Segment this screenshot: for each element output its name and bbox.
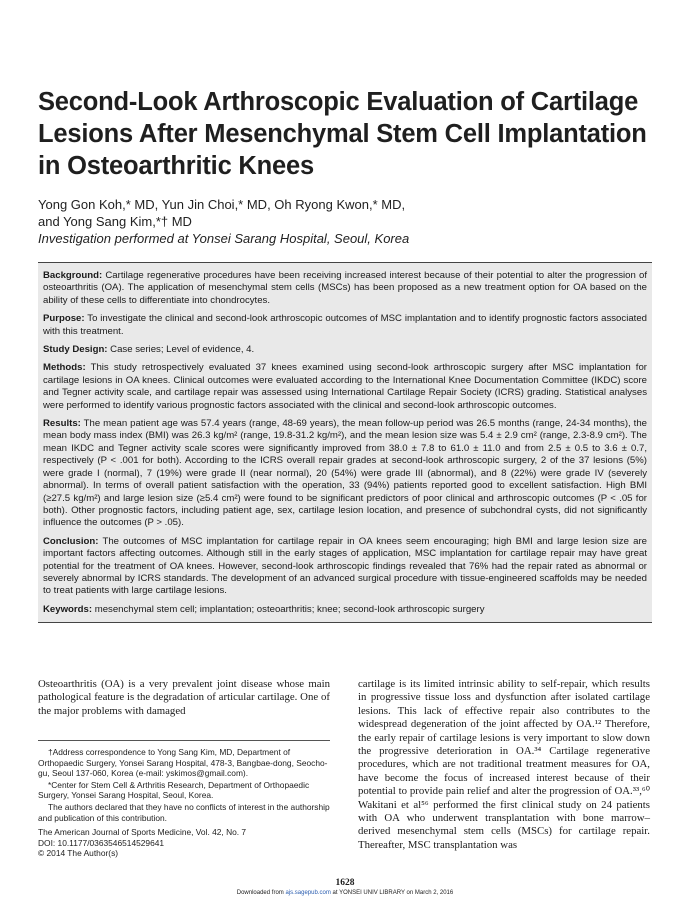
- abstract-keywords: [43, 604, 647, 616]
- body-paragraph-left: Osteoarthritis (OA) is a very prevalent joint disease whose main pathological feature is the degradation of articular cartilage. One of the major problems with damaged: [38, 678, 330, 717]
- download-notice: [0, 890, 690, 896]
- footnote-center: *Center for Stem Cell & Arthritis Research, Department of Orthopaedic Surgery, Yonsei Sarang Hospital, Seoul, Korea.: [38, 779, 310, 801]
- download-suffix: at YONSEI UNIV LIBRARY on March 2, 2016: [332, 890, 454, 896]
- design-text: Case series; Level of evidence, 4.: [110, 344, 255, 356]
- institution: Investigation performed at Yonsei Sarang Hospital, Seoul, Korea: [38, 231, 410, 246]
- footnote-conflicts: The authors declared that they have no conflicts of interest in the authorship and publication of this contribution.: [38, 801, 330, 823]
- body-paragraph-right: cartilage is its limited intrinsic ability to self-repair, which results in progressive tissue loss and dysfunction after isolated cartilage lesions. This lack of effective repair also contributes to the widespread degeneration of the joint affected by OA.¹² Therefore, the early repair of cartilage lesions is very important to slow down the progressive deterioration in OA.³⁴ Cartilage regenerative procedures, which are not traditional treatment measures for OA, have become the focus of increased interest because of their potential to provide pain relief and alter the progression of OA.³³,⁶⁰ Wakitani et al⁵⁶ performed the first clinical study on 24 patients with OA who underwent transplantation with bone marrow–derived mesenchymal stem cells (MSCs) for cartilage repair. Thereafter, MSC transplantation was: [358, 678, 650, 851]
- background-text: Cartilage regenerative procedures have been receiving increased interest because of their potential to alter the progression of osteoarthritis (OA). The application of mesenchymal stem cells (MSCs) has been proposed as a new treatment option for OA based on the ability of these cells to differentiate into chondrocytes.: [43, 270, 647, 306]
- background-label: Background:: [43, 270, 103, 281]
- abstract-box: [38, 262, 652, 623]
- keywords-label: Keywords:: [43, 603, 93, 615]
- page-number: 1628: [335, 878, 355, 888]
- journal-info: [38, 827, 330, 859]
- abstract-results: [43, 418, 647, 530]
- abstract-purpose: [43, 313, 647, 338]
- methods-text: This study retrospectively evaluated 37 knees examined using second-look arthroscopic surgery after MSC implantation for cartilage lesions in OA knees. Clinical outcomes were evaluated according to the International Knee Documentation Committee (IKDC) score and Tegner activity scale, and cartilage repair was assessed using International Cartilage Repair Society (ICRS) grading. Statistical analyses were performed to identify various prognostic factors associated with the clinical and second-look arthroscopic outcomes.: [43, 362, 647, 411]
- journal-name: The American Journal of Sports Medicine, Vol. 42, No. 7: [38, 827, 247, 837]
- download-prefix: Downloaded from: [236, 890, 284, 896]
- purpose-text: To investigate the clinical and second-look arthroscopic outcomes of MSC implantation and to identify prognostic factors associated with this treatment.: [43, 313, 647, 337]
- abstract-methods: [43, 362, 647, 412]
- methods-label: Methods:: [43, 362, 86, 374]
- results-text: The mean patient age was 57.4 years (range, 48-69 years), the mean follow-up period was 26.5 months (range, 24-34 months), the mean body mass index (BMI) was 26.3 kg/m² (range, 19.8-31.2 kg/m²), and the mean lesion size was 5.4 ± 2.9 cm² (range, 2.3-8.9 cm²). The mean IKDC and Tegner activity scale scores were significantly improved from 38.0 ± 7.8 to 61.0 ± 11.0 and from 2.5 ± 0.5 to 3.6 ± 0.7, respectively (P < .001 for both). According to the ICRS overall repair grades at second-look arthroscopic surgery, 2 of the 37 lesions (5%) were grade I (normal), 7 (19%) were grade II (near normal), 20 (54%) were grade III (abnormal), and 8 (22%) were grade IV (severely abnormal). In terms of overall patient satisfaction with the operation, 33 (94%) patients reported good to excellent satisfaction. High BMI (≥27.5 kg/m²) and large lesion size (≥5.4 cm²) were found to be significant predictors of poor clinical and arthroscopic outcomes (P < .05 for both). Other prognostic factors, including patient age, sex, cartilage lesion location, and presence of subchondral cysts, did not significantly influence the outcomes (P > .05).: [43, 418, 647, 529]
- body-column-right: [358, 678, 650, 852]
- results-label: Results:: [43, 418, 81, 430]
- download-link[interactable]: ajs.sagepub.com: [285, 890, 331, 896]
- paper-title: Second-Look Arthroscopic Evaluation of Cartilage Lesions After Mesenchymal Stem Cell Implantation in Osteoarthritic Knees: [38, 88, 647, 180]
- author-block: [38, 196, 598, 247]
- journal-copyright: © 2014 The Author(s): [38, 848, 119, 859]
- abstract-background: [43, 270, 647, 307]
- abstract-design: [43, 344, 647, 356]
- author-line-2: and Yong Sang Kim,*† MD: [38, 214, 192, 229]
- footnote-correspondence: †Address correspondence to Yong Sang Kim, MD, Department of Orthopaedic Surgery, Yonsei Sarang Hospital, 478-3, Bangbae-dong, Seocho-gu, Seoul 137-060, Korea (e-mail: yskimos@gmail.com).: [38, 747, 328, 779]
- conclusion-label: Conclusion:: [43, 535, 99, 547]
- footnotes: [38, 740, 330, 824]
- purpose-label: Purpose:: [43, 313, 85, 325]
- conclusion-text: The outcomes of MSC implantation for cartilage repair in OA knees seem encouraging; high BMI and large lesion size are important factors affecting outcomes. Although still in the early stages of application, MSC implantation for cartilage repair may have great potential for the treatment of OA knees. However, second-look arthroscopic findings revealed that 76% had the repair rated as abnormal or severely abnormal by ICRS standards. The development of an advanced surgical procedure with tissue-engineered scaffolds may be needed to treat patients with large cartilage lesions.: [43, 535, 647, 597]
- abstract-conclusion: [43, 536, 647, 598]
- journal-doi: DOI: 10.1177/0363546514529641: [38, 837, 165, 848]
- body-column-left: [38, 678, 330, 718]
- design-label: Study Design:: [43, 344, 108, 356]
- author-line-1: Yong Gon Koh,* MD, Yun Jin Choi,* MD, Oh Ryong Kwon,* MD,: [38, 197, 406, 212]
- keywords-text: mesenchymal stem cell; implantation; osteoarthritis; knee; second-look arthroscopic surgery: [94, 603, 485, 615]
